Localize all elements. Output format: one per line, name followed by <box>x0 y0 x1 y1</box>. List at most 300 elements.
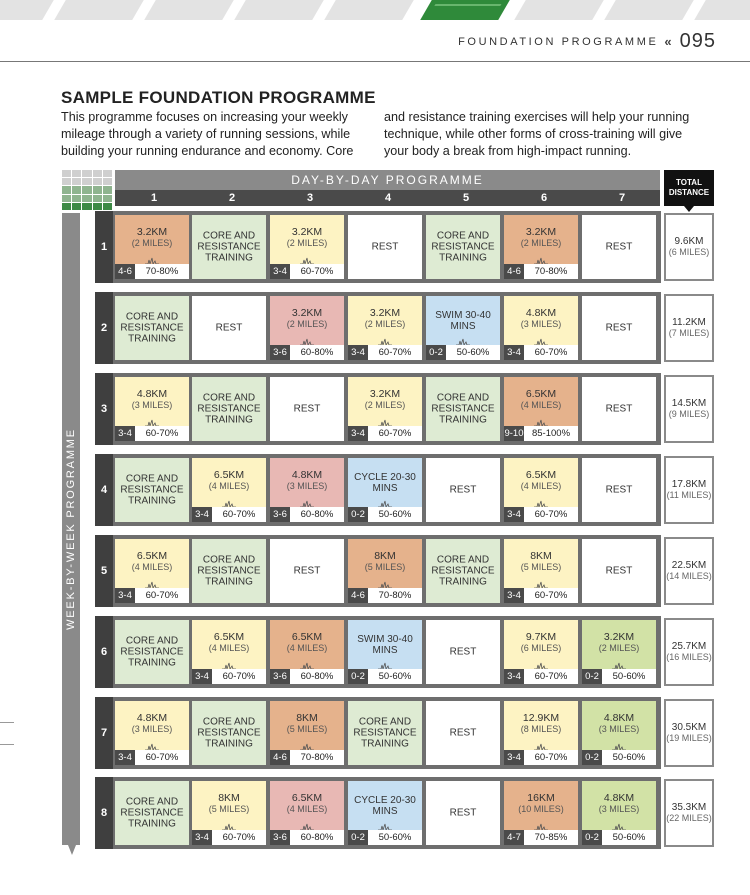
run-distance <box>504 389 578 411</box>
effort-level: 3-4 <box>115 588 135 603</box>
week-total <box>664 699 714 767</box>
day-cell <box>504 458 578 522</box>
heart-rate-zone: 70-80% <box>534 266 568 277</box>
week-row <box>95 373 661 445</box>
day-number: 6 <box>540 192 548 204</box>
run-distance <box>115 227 189 249</box>
effort-level: 0-2 <box>582 669 602 684</box>
effort-level: 4-6 <box>504 264 524 279</box>
run-miles: (3 MILES) <box>286 481 328 491</box>
intensity-bar <box>192 669 266 684</box>
day-cell <box>504 539 578 603</box>
intensity-bar <box>582 669 656 684</box>
week-number: 2 <box>95 292 113 364</box>
section-tab <box>514 0 604 20</box>
intensity-bar <box>348 345 422 360</box>
core-training-cell <box>426 377 500 441</box>
rest-label: REST <box>371 241 399 253</box>
total-km: 11.2KM <box>672 317 706 328</box>
day-cell <box>504 215 578 279</box>
day-cell <box>115 701 189 765</box>
heart-rate-zone: 60-80% <box>300 671 334 682</box>
margin-mark <box>0 722 14 723</box>
heart-rate-zone: 60-80% <box>300 509 334 520</box>
rest-label: REST <box>605 322 633 334</box>
core-training-cell <box>192 215 266 279</box>
heart-rate-zone: 60-70% <box>534 671 568 682</box>
day-cell <box>270 377 344 441</box>
rest-label: REST <box>215 322 243 334</box>
run-distance <box>115 551 189 573</box>
rest-label: REST <box>449 646 477 658</box>
core-training-label: CORE AND RESISTANCE TRAINING <box>120 796 184 830</box>
run-miles: (3 MILES) <box>520 319 562 329</box>
run-km: 3.2KM <box>525 226 557 238</box>
heart-rate-zone: 60-80% <box>300 832 334 843</box>
run-km: 9.7KM <box>525 631 557 643</box>
run-distance <box>504 793 578 815</box>
day-cell <box>270 458 344 522</box>
week-row <box>95 777 661 849</box>
intensity-bar <box>348 507 422 522</box>
run-miles: (8 MILES) <box>520 724 562 734</box>
week-total <box>664 294 714 362</box>
day-cell <box>504 377 578 441</box>
total-km: 14.5KM <box>671 398 707 409</box>
core-training-cell <box>192 539 266 603</box>
effort-level: 3-4 <box>115 750 135 765</box>
core-training-cell <box>115 781 189 845</box>
run-km: 16KM <box>527 792 555 804</box>
section-tab <box>54 0 144 20</box>
total-km: 9.6KM <box>674 236 704 247</box>
run-distance <box>115 713 189 735</box>
total-miles: (19 MILES) <box>666 733 712 743</box>
day-cell <box>582 458 656 522</box>
week-number: 5 <box>95 535 113 607</box>
core-training-label: CORE AND RESISTANCE TRAINING <box>120 311 184 345</box>
run-km: 3.2KM <box>603 631 635 643</box>
core-training-cell <box>115 458 189 522</box>
day-cell <box>348 458 422 522</box>
run-distance <box>270 632 344 654</box>
core-training-cell <box>192 701 266 765</box>
intensity-bar <box>504 264 578 279</box>
intensity-bar <box>504 750 578 765</box>
run-distance <box>115 389 189 411</box>
heart-rate-zone: 60-70% <box>534 590 568 601</box>
running-header <box>458 30 716 53</box>
heart-rate-zone: 70-85% <box>534 832 568 843</box>
effort-level: 4-7 <box>504 830 524 845</box>
rest-label: REST <box>605 403 633 415</box>
heart-rate-zone: 60-70% <box>145 590 179 601</box>
run-miles: (2 MILES) <box>286 319 328 329</box>
total-miles: (11 MILES) <box>666 490 712 500</box>
day-cell <box>582 539 656 603</box>
section-tab <box>324 0 414 20</box>
intensity-bar <box>348 426 422 441</box>
header-rule <box>0 61 750 62</box>
section-tab-active <box>420 0 510 20</box>
core-training-label: CORE AND RESISTANCE TRAINING <box>197 230 261 264</box>
run-km: 4.8KM <box>291 469 323 481</box>
day-cell <box>504 781 578 845</box>
run-miles: (4 MILES) <box>286 643 328 653</box>
day-header-title: DAY-BY-DAY PROGRAMME <box>115 170 660 190</box>
effort-level: 3-6 <box>270 830 290 845</box>
effort-level: 3-4 <box>504 750 524 765</box>
page-title: SAMPLE FOUNDATION PROGRAMME <box>61 88 376 107</box>
day-cell <box>504 701 578 765</box>
heart-rate-zone: 50-60% <box>378 671 412 682</box>
week-number: 8 <box>95 777 113 849</box>
intensity-bar <box>192 507 266 522</box>
run-km: 4.8KM <box>603 792 635 804</box>
heart-rate-zone: 60-70% <box>378 347 412 358</box>
day-number: 7 <box>618 192 626 204</box>
heart-rate-zone: 60-70% <box>222 671 256 682</box>
run-distance <box>582 793 656 815</box>
day-cell <box>270 620 344 684</box>
run-km: 6.5KM <box>525 469 557 481</box>
heart-rate-zone: 70-80% <box>300 752 334 763</box>
day-cell <box>504 296 578 360</box>
day-cell <box>426 458 500 522</box>
run-km: 8KM <box>374 550 396 562</box>
day-cell <box>348 539 422 603</box>
run-distance <box>504 470 578 492</box>
effort-level: 0-2 <box>582 830 602 845</box>
chevron-left-icon: « <box>664 34 670 49</box>
day-number: 1 <box>150 192 158 204</box>
day-cell <box>270 701 344 765</box>
heart-rate-zone: 50-60% <box>456 347 490 358</box>
week-total <box>664 537 714 605</box>
core-training-label: CORE AND RESISTANCE TRAINING <box>120 635 184 669</box>
total-miles: (14 MILES) <box>666 571 712 581</box>
core-training-label: CORE AND RESISTANCE TRAINING <box>197 716 261 750</box>
heart-rate-zone: 60-70% <box>300 266 334 277</box>
intensity-bar <box>504 830 578 845</box>
effort-level: 0-2 <box>348 830 368 845</box>
cross-training-label: SWIM 30-40 MINS <box>357 634 413 656</box>
run-miles: (3 MILES) <box>598 804 640 814</box>
day-cell <box>426 620 500 684</box>
heart-rate-zone: 50-60% <box>378 509 412 520</box>
heart-rate-zone: 60-80% <box>300 347 334 358</box>
run-miles: (3 MILES) <box>598 724 640 734</box>
effort-level: 3-4 <box>504 588 524 603</box>
total-distance-header: TOTAL DISTANCE <box>664 170 714 206</box>
day-cell <box>426 701 500 765</box>
run-distance <box>504 308 578 330</box>
grid-icon <box>62 170 112 210</box>
heart-rate-zone: 70-80% <box>145 266 179 277</box>
run-distance <box>504 632 578 654</box>
run-miles: (5 MILES) <box>208 804 250 814</box>
day-number: 5 <box>462 192 470 204</box>
intensity-bar <box>348 588 422 603</box>
heart-rate-zone: 70-80% <box>378 590 412 601</box>
run-distance <box>270 793 344 815</box>
heart-rate-zone: 50-60% <box>378 832 412 843</box>
total-miles: (7 MILES) <box>668 328 710 338</box>
run-distance <box>504 551 578 573</box>
rest-label: REST <box>449 484 477 496</box>
core-training-cell <box>115 620 189 684</box>
run-km: 6.5KM <box>291 792 323 804</box>
week-row <box>95 454 661 526</box>
intensity-bar <box>504 426 578 441</box>
effort-level: 4-6 <box>348 588 368 603</box>
day-cell <box>348 620 422 684</box>
section-tab <box>144 0 234 20</box>
day-cell <box>582 377 656 441</box>
effort-level: 3-4 <box>504 507 524 522</box>
section-tab <box>694 0 750 20</box>
run-distance <box>270 470 344 492</box>
rest-label: REST <box>605 241 633 253</box>
intensity-bar <box>270 507 344 522</box>
intensity-bar <box>426 345 500 360</box>
intensity-bar <box>582 830 656 845</box>
run-distance <box>270 227 344 249</box>
core-training-cell <box>192 377 266 441</box>
margin-mark <box>0 744 14 745</box>
day-cell <box>348 781 422 845</box>
run-distance <box>192 632 266 654</box>
rest-label: REST <box>605 565 633 577</box>
day-numbers <box>115 190 660 206</box>
run-miles: (10 MILES) <box>518 804 564 814</box>
section-tab-strip <box>0 0 750 24</box>
total-km: 17.8KM <box>671 479 707 490</box>
total-km: 22.5KM <box>671 560 707 571</box>
run-distance <box>270 308 344 330</box>
heart-rate-zone: 60-70% <box>534 509 568 520</box>
run-km: 3.2KM <box>136 226 168 238</box>
run-miles: (6 MILES) <box>520 643 562 653</box>
run-miles: (4 MILES) <box>286 804 328 814</box>
heart-rate-zone: 60-70% <box>145 752 179 763</box>
core-training-label: CORE AND RESISTANCE TRAINING <box>431 392 495 426</box>
run-km: 4.8KM <box>136 712 168 724</box>
effort-level: 3-4 <box>270 264 290 279</box>
day-cell <box>192 458 266 522</box>
run-miles: (4 MILES) <box>208 643 250 653</box>
core-training-label: CORE AND RESISTANCE TRAINING <box>353 716 417 750</box>
run-distance <box>192 470 266 492</box>
effort-level: 0-2 <box>348 507 368 522</box>
run-distance <box>504 713 578 735</box>
core-training-label: CORE AND RESISTANCE TRAINING <box>431 230 495 264</box>
run-miles: (2 MILES) <box>520 238 562 248</box>
run-miles: (4 MILES) <box>208 481 250 491</box>
section-tab <box>234 0 324 20</box>
run-km: 3.2KM <box>291 307 323 319</box>
day-cell <box>348 215 422 279</box>
effort-level: 3-4 <box>504 345 524 360</box>
effort-level: 4-6 <box>115 264 135 279</box>
heart-rate-zone: 60-70% <box>534 752 568 763</box>
intensity-bar <box>115 264 189 279</box>
week-total <box>664 456 714 524</box>
run-distance <box>270 713 344 735</box>
heart-rate-zone: 50-60% <box>612 832 646 843</box>
run-km: 4.8KM <box>136 388 168 400</box>
run-km: 8KM <box>530 550 552 562</box>
effort-level: 3-4 <box>192 669 212 684</box>
rest-label: REST <box>293 403 321 415</box>
intensity-bar <box>270 669 344 684</box>
day-number: 4 <box>384 192 392 204</box>
heart-rate-zone: 50-60% <box>612 752 646 763</box>
intensity-bar <box>270 750 344 765</box>
week-header-label: WEEK-BY-WEEK PROGRAMME <box>65 428 77 630</box>
run-km: 6.5KM <box>525 388 557 400</box>
total-miles: (22 MILES) <box>666 813 712 823</box>
run-miles: (5 MILES) <box>520 562 562 572</box>
section-name: FOUNDATION PROGRAMME <box>458 35 659 48</box>
total-km: 35.3KM <box>671 802 707 813</box>
run-km: 6.5KM <box>291 631 323 643</box>
day-cell <box>270 781 344 845</box>
intensity-bar <box>348 669 422 684</box>
heart-rate-zone: 60-70% <box>222 832 256 843</box>
run-miles: (2 MILES) <box>131 238 173 248</box>
run-miles: (5 MILES) <box>286 724 328 734</box>
run-km: 4.8KM <box>525 307 557 319</box>
day-cell <box>348 296 422 360</box>
core-training-cell <box>115 296 189 360</box>
week-number: 1 <box>95 211 113 283</box>
intensity-bar <box>504 345 578 360</box>
week-row <box>95 697 661 769</box>
run-miles: (2 MILES) <box>598 643 640 653</box>
week-total <box>664 213 714 281</box>
total-miles: (9 MILES) <box>668 409 710 419</box>
week-number: 6 <box>95 616 113 688</box>
intensity-bar <box>192 830 266 845</box>
run-distance <box>348 389 422 411</box>
run-km: 6.5KM <box>213 631 245 643</box>
page-number: 095 <box>679 30 716 52</box>
intensity-bar <box>504 588 578 603</box>
day-cell <box>192 781 266 845</box>
core-training-cell <box>426 215 500 279</box>
effort-level: 3-4 <box>192 830 212 845</box>
effort-level: 4-6 <box>270 750 290 765</box>
week-total <box>664 618 714 686</box>
effort-level: 0-2 <box>348 669 368 684</box>
intensity-bar <box>582 750 656 765</box>
intensity-bar <box>270 830 344 845</box>
run-miles: (4 MILES) <box>520 481 562 491</box>
core-training-label: CORE AND RESISTANCE TRAINING <box>120 473 184 507</box>
cross-training-label: CYCLE 20-30 MINS <box>354 472 416 494</box>
run-km: 3.2KM <box>369 388 401 400</box>
day-cell <box>582 781 656 845</box>
heart-rate-zone: 60-70% <box>378 428 412 439</box>
effort-level: 3-4 <box>192 507 212 522</box>
week-number: 7 <box>95 697 113 769</box>
week-row <box>95 292 661 364</box>
rest-label: REST <box>449 727 477 739</box>
run-miles: (4 MILES) <box>520 400 562 410</box>
heart-rate-zone: 50-60% <box>612 671 646 682</box>
day-cell <box>582 620 656 684</box>
heart-rate-zone: 85-100% <box>531 428 571 439</box>
intensity-bar <box>115 426 189 441</box>
total-km: 30.5KM <box>671 722 707 733</box>
week-row <box>95 535 661 607</box>
run-km: 12.9KM <box>522 712 560 724</box>
day-cell <box>192 296 266 360</box>
intensity-bar <box>348 830 422 845</box>
run-miles: (3 MILES) <box>131 724 173 734</box>
day-cell <box>270 296 344 360</box>
day-cell <box>582 296 656 360</box>
effort-level: 3-4 <box>115 426 135 441</box>
day-cell <box>426 781 500 845</box>
rest-label: REST <box>449 807 477 819</box>
heart-rate-zone: 60-70% <box>145 428 179 439</box>
section-tab <box>604 0 694 20</box>
run-distance <box>348 308 422 330</box>
cross-training-label: SWIM 30-40 MINS <box>435 310 491 332</box>
run-km: 8KM <box>218 792 240 804</box>
day-cell <box>115 377 189 441</box>
core-training-label: CORE AND RESISTANCE TRAINING <box>431 554 495 588</box>
run-km: 3.2KM <box>291 226 323 238</box>
run-distance <box>348 551 422 573</box>
core-training-cell <box>348 701 422 765</box>
run-miles: (4 MILES) <box>131 562 173 572</box>
run-distance <box>582 713 656 735</box>
cross-training-label: CYCLE 20-30 MINS <box>354 795 416 817</box>
total-miles: (16 MILES) <box>666 652 712 662</box>
day-cell <box>426 296 500 360</box>
effort-level: 0-2 <box>582 750 602 765</box>
week-row <box>95 616 661 688</box>
effort-level: 3-6 <box>270 345 290 360</box>
run-distance <box>192 793 266 815</box>
day-cell <box>348 377 422 441</box>
week-number: 4 <box>95 454 113 526</box>
core-training-cell <box>426 539 500 603</box>
day-cell <box>270 539 344 603</box>
effort-level: 3-4 <box>348 426 368 441</box>
day-header <box>115 170 660 206</box>
week-total <box>664 779 714 847</box>
core-training-label: CORE AND RESISTANCE TRAINING <box>197 392 261 426</box>
run-miles: (2 MILES) <box>364 400 406 410</box>
run-km: 6.5KM <box>213 469 245 481</box>
run-distance <box>582 632 656 654</box>
day-cell <box>582 215 656 279</box>
day-number: 2 <box>228 192 236 204</box>
day-cell <box>270 215 344 279</box>
day-cell <box>115 215 189 279</box>
intensity-bar <box>270 345 344 360</box>
effort-level: 3-4 <box>504 669 524 684</box>
day-cell <box>504 620 578 684</box>
effort-level: 3-6 <box>270 507 290 522</box>
rest-label: REST <box>293 565 321 577</box>
intensity-bar <box>504 507 578 522</box>
intensity-bar <box>115 750 189 765</box>
